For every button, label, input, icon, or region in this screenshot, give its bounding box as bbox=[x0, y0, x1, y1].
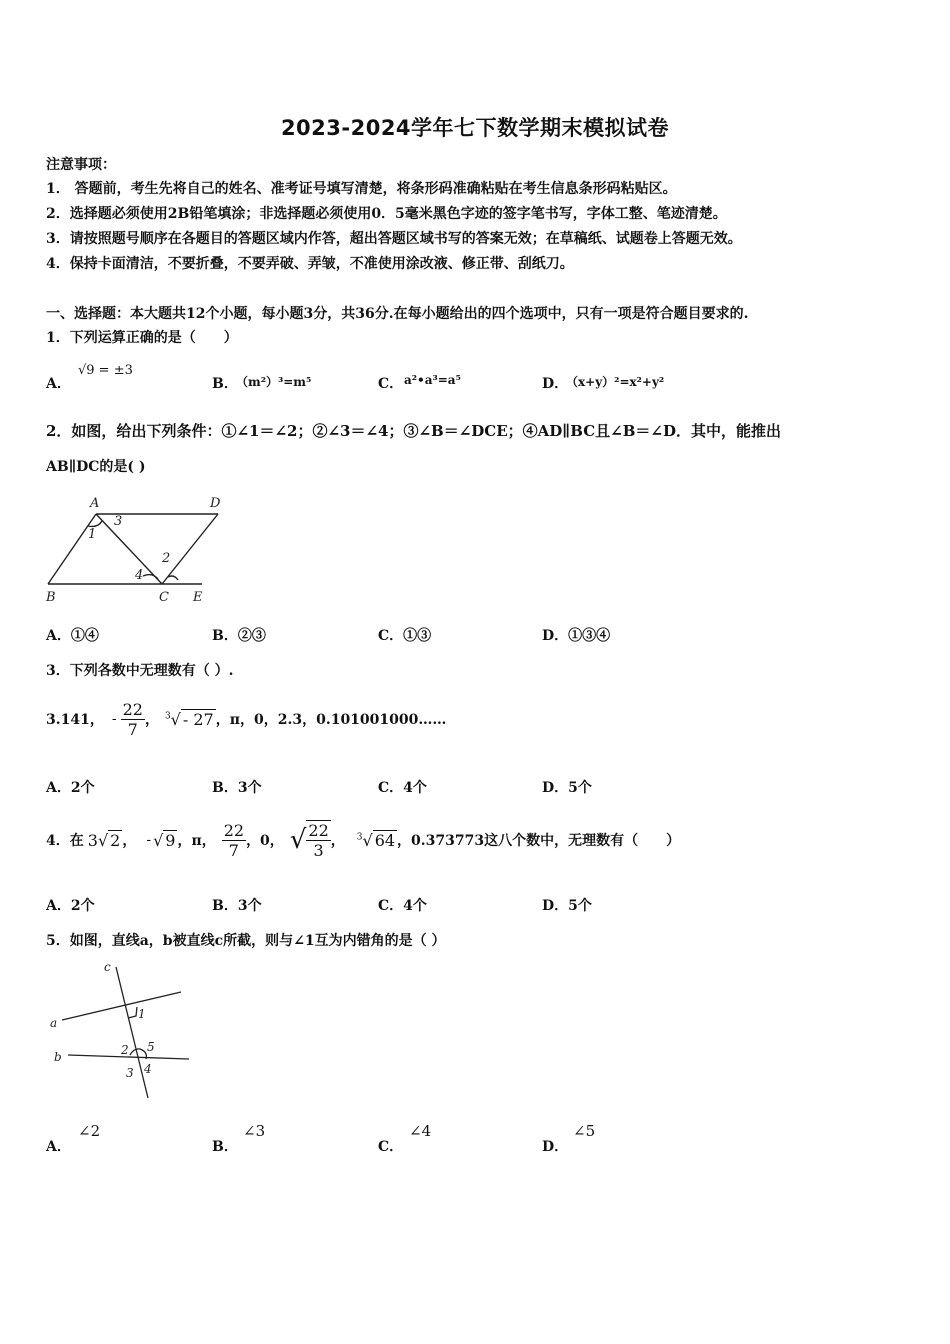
q4-stem bbox=[46, 812, 680, 868]
notice-item-4: 4．保持卡面清洁，不要折叠，不要弄破、弄皱，不准使用涂改液、修正带、刮纸刀。 bbox=[46, 256, 574, 272]
q4-cube-root: $^3$√ 64 bbox=[356, 830, 396, 850]
angle-arc-2 bbox=[168, 576, 178, 580]
q4-option-b: B．3个 bbox=[212, 898, 262, 914]
q4-sep2: ，π， bbox=[177, 833, 216, 849]
q4-r3-num: 22 bbox=[308, 821, 329, 840]
q3-number-3141: 3.141， bbox=[46, 712, 104, 728]
line-dc bbox=[162, 514, 218, 584]
q1-option-c-label: C． bbox=[378, 376, 404, 392]
line-ac bbox=[96, 514, 162, 584]
q2-stem-line2: AB∥DC的是( ) bbox=[46, 459, 146, 475]
q5-label-b: b bbox=[54, 1050, 62, 1064]
q4-r3-den: 3 bbox=[313, 841, 324, 860]
q4-sep4: ， bbox=[330, 833, 345, 849]
q4-neg-sign: - bbox=[146, 832, 152, 848]
q4-r2-val: 9 bbox=[165, 830, 176, 850]
q4-cube-radicand: 64 bbox=[374, 830, 396, 850]
q4-r1-val: 2 bbox=[110, 830, 121, 850]
q2-parallelogram-figure bbox=[40, 490, 240, 608]
q5-option-d-label: D． bbox=[542, 1139, 569, 1155]
q3-cube-index: 3 bbox=[164, 711, 171, 722]
q3-numbers bbox=[46, 694, 446, 744]
q5-option-b-math: ∠3 bbox=[243, 1122, 266, 1140]
q4-fraction bbox=[222, 821, 246, 860]
q2-label-a: A bbox=[90, 496, 100, 511]
q3-cube-radicand: - 27 bbox=[182, 709, 214, 729]
q2-option-d: D．①③④ bbox=[542, 628, 611, 644]
q5-option-a-label: A． bbox=[46, 1139, 71, 1155]
q3-option-d: D．5个 bbox=[542, 780, 592, 796]
q4-pre: 4．在 bbox=[46, 833, 84, 849]
q2-angle-2: 2 bbox=[162, 551, 171, 566]
q2-label-b: B bbox=[46, 590, 56, 605]
notice-item-2: 2．选择题必须使用2B铅笔填涂；非选择题必须使用0．5毫米黑色字迹的签字笔书写，字体工整、笔迹清楚。 bbox=[46, 206, 727, 222]
q4-cube-index: 3 bbox=[356, 832, 363, 843]
q3-fraction-num: 22 bbox=[122, 699, 143, 719]
line-ab bbox=[48, 514, 96, 584]
q5-option-d-math: ∠5 bbox=[573, 1122, 596, 1140]
q2-option-c: C．①③ bbox=[378, 628, 432, 644]
q5-label-c: c bbox=[104, 960, 111, 974]
q4-option-c: C．4个 bbox=[378, 898, 427, 914]
q3-option-c: C．4个 bbox=[378, 780, 427, 796]
q5-angle-2: 2 bbox=[121, 1043, 129, 1057]
q2-angle-3: 3 bbox=[114, 514, 123, 529]
q2-option-a: A．①④ bbox=[46, 628, 99, 644]
q5-option-a-math: ∠2 bbox=[78, 1122, 101, 1140]
q1-stem: 1．下列运算正确的是（ ） bbox=[46, 330, 238, 346]
q5-angle-1: 1 bbox=[138, 1007, 146, 1021]
q1-option-c-math: a²•a³=a⁵ bbox=[404, 373, 461, 387]
q3-neg-sign: - bbox=[111, 711, 117, 727]
q2-label-d: D bbox=[210, 496, 221, 511]
q3-fraction-den: 7 bbox=[127, 719, 138, 739]
q2-option-b: B．②③ bbox=[212, 628, 266, 644]
q2-angle-1: 1 bbox=[88, 527, 97, 542]
q4-radical-sign: √ bbox=[289, 825, 307, 855]
q5-transversal-figure bbox=[44, 955, 204, 1105]
q4-post: ，0.373773这八个数中，无理数有（ ） bbox=[397, 833, 681, 849]
q3-comma: ， bbox=[144, 712, 159, 728]
q4-radical-9: √ 9 bbox=[153, 830, 176, 850]
line-a bbox=[62, 992, 181, 1020]
q4-sep1: ， bbox=[122, 833, 137, 849]
q3-rest: ，0，2.3，0.101001000…… bbox=[239, 712, 447, 728]
q1-option-d-math: （x+y）²=x²+y² bbox=[566, 375, 665, 389]
angle-mark-1 bbox=[128, 1007, 137, 1018]
q5-angle-4: 4 bbox=[144, 1062, 152, 1076]
section-heading: 一、选择题：本大题共12个小题，每小题3分，共36分.在每小题给出的四个选项中，只有一项是符合题目要求的. bbox=[46, 306, 749, 322]
notice-item-3: 3．请按照题号顺序在各题目的答题区域内作答，超出答题区域书写的答案无效；在草稿纸、试题卷上答题无效。 bbox=[46, 231, 742, 247]
q3-option-a: A．2个 bbox=[46, 780, 95, 796]
notice-heading: 注意事项： bbox=[46, 157, 116, 173]
q2-angle-4: 4 bbox=[135, 568, 144, 583]
q4-r1-coef: 3 bbox=[87, 830, 98, 850]
q4-sep3: ，0， bbox=[246, 833, 284, 849]
q5-angle-5: 5 bbox=[147, 1040, 155, 1054]
q3-stem: 3．下列各数中无理数有（ ）. bbox=[46, 663, 234, 679]
q4-radical-3root2: 3√ 2 bbox=[87, 830, 121, 850]
q5-stem: 5．如图，直线a，b被直线c所截，则与∠1互为内错角的是（ ） bbox=[46, 933, 446, 949]
q3-fraction bbox=[121, 700, 145, 739]
q4-fraction-den: 7 bbox=[228, 840, 239, 860]
q3-pi: ，π bbox=[215, 712, 240, 728]
notice-item-1: 1． 答题前，考生先将自己的姓名、准考证号填写清楚，将条形码准确粘贴在考生信息条形码粘贴区。 bbox=[46, 181, 677, 197]
q5-label-a: a bbox=[50, 1016, 58, 1030]
q2-stem-line1: 2．如图，给出下列条件：①∠1＝∠2；②∠3＝∠4；③∠B＝∠DCE；④AD∥BC且∠B＝∠D．其中，能推出 bbox=[46, 422, 781, 440]
q5-option-c-math: ∠4 bbox=[409, 1122, 432, 1140]
q4-option-d: D．5个 bbox=[542, 898, 592, 914]
q5-angle-3: 3 bbox=[126, 1066, 134, 1080]
q3-option-b: B．3个 bbox=[212, 780, 262, 796]
q4-option-a: A．2个 bbox=[46, 898, 95, 914]
q4-fraction-num: 22 bbox=[223, 820, 245, 840]
q3-cube-root: $^3$√ - 27 bbox=[164, 709, 214, 729]
q4-radical-fraction bbox=[306, 820, 330, 860]
q2-label-e: E bbox=[193, 590, 203, 605]
q1-option-a-label: A． bbox=[46, 376, 71, 392]
q1-option-b-label: B． bbox=[212, 376, 238, 392]
q1-option-d-label: D． bbox=[542, 376, 569, 392]
q2-label-c: C bbox=[159, 590, 169, 605]
q1-option-a-math: √9 = ±3 bbox=[78, 363, 133, 378]
q1-option-b-math: （m²）³=m⁵ bbox=[236, 375, 312, 389]
page-title: 2023-2024学年七下数学期末模拟试卷 bbox=[280, 116, 670, 140]
q5-option-b-label: B． bbox=[212, 1139, 238, 1155]
q5-option-c-label: C． bbox=[378, 1139, 404, 1155]
q4-radical-frac bbox=[290, 820, 331, 860]
